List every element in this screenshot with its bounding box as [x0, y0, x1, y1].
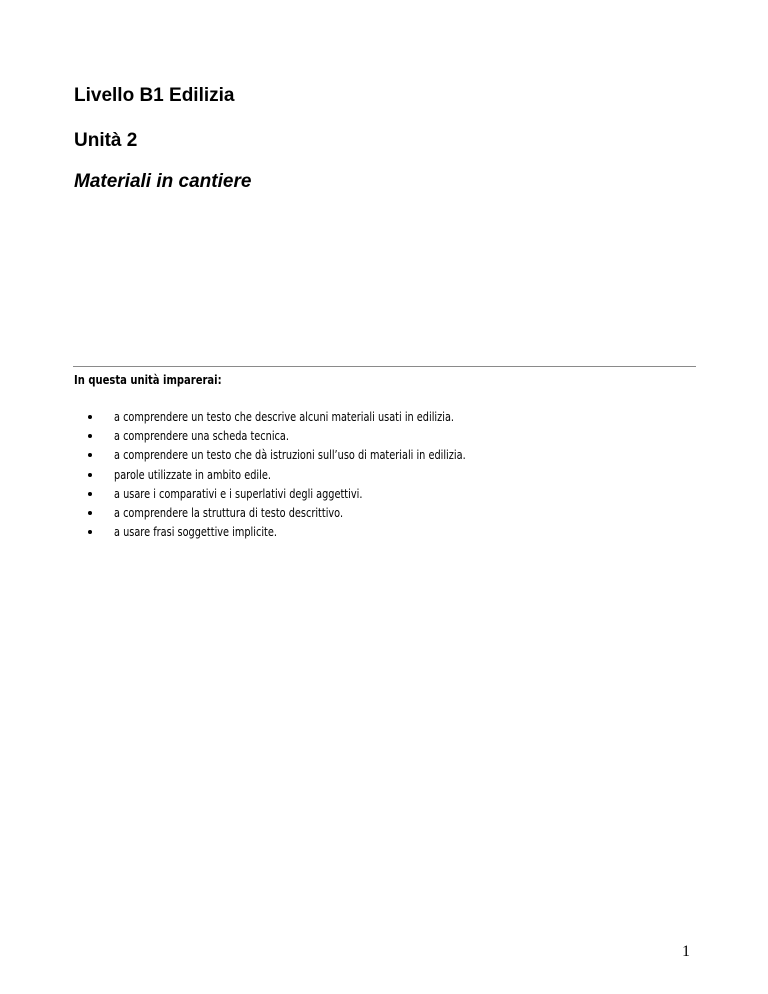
list-item	[88, 445, 648, 464]
list-item	[88, 522, 648, 541]
objectives-list	[88, 407, 648, 541]
objective-text: a comprendere la struttura di testo descrittivo.	[114, 504, 344, 520]
bullet-icon	[88, 453, 92, 457]
list-item	[88, 484, 648, 503]
bullet-icon	[88, 473, 92, 477]
page-number: 1	[682, 943, 690, 960]
objective-text: a usare i comparativi e i superlativi degli aggettivi.	[114, 485, 363, 501]
topic-title: Materiali in cantiere	[74, 171, 252, 192]
list-item	[88, 465, 648, 484]
bullet-icon	[88, 415, 92, 419]
bullet-icon	[88, 530, 92, 534]
bullet-icon	[88, 434, 92, 438]
bullet-icon	[88, 492, 92, 496]
section-divider	[73, 366, 696, 367]
list-item	[88, 407, 648, 426]
objective-text: a usare frasi soggettive implicite.	[114, 524, 277, 540]
list-item	[88, 503, 648, 522]
bullet-icon	[88, 511, 92, 515]
level-title: Livello B1 Edilizia	[74, 85, 235, 106]
objective-text: parole utilizzate in ambito edile.	[114, 466, 271, 482]
objective-text: a comprendere un testo che descrive alcuni materiali usati in edilizia.	[114, 409, 455, 424]
list-item	[88, 426, 648, 445]
objective-text: a comprendere una scheda tecnica.	[114, 428, 289, 444]
objective-text: a comprendere un testo che dà istruzioni sull’uso di materiali in edilizia.	[114, 447, 466, 463]
unit-title: Unità 2	[74, 130, 138, 151]
objectives-heading: In questa unità imparerai:	[74, 372, 222, 387]
